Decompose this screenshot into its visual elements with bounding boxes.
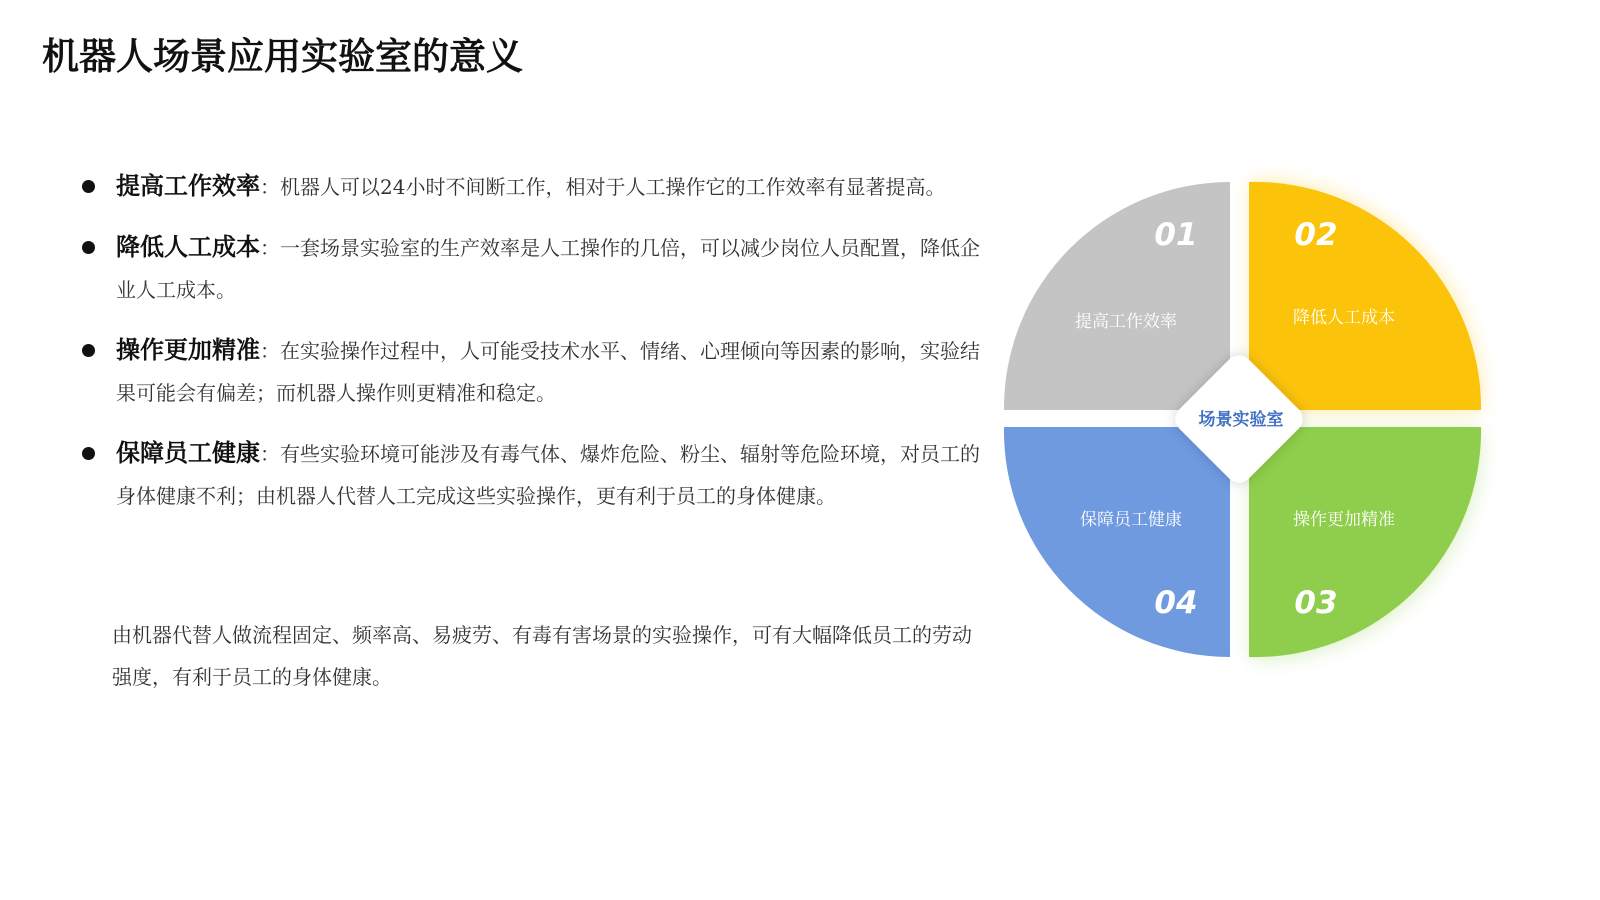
quadrant-01-number: 01	[1154, 217, 1198, 253]
benefit-separator: ：	[260, 175, 280, 199]
benefit-separator: ：	[260, 236, 280, 260]
benefit-separator: ：	[260, 339, 280, 363]
center-label: 场景实验室	[1198, 410, 1284, 430]
quadrant-02-label: 降低人工成本	[1293, 308, 1395, 328]
benefit-item-health	[80, 432, 980, 517]
benefit-separator: ：	[260, 442, 280, 466]
benefit-heading: 操作更加精准	[116, 336, 260, 364]
benefit-item-efficiency	[80, 165, 980, 208]
quadrant-diagram-graphic	[990, 170, 1510, 680]
benefit-heading: 提高工作效率	[116, 172, 260, 200]
benefit-heading: 保障员工健康	[116, 439, 260, 467]
quadrant-04-number: 04	[1154, 585, 1198, 621]
benefit-item-precision	[80, 329, 980, 414]
bullet-dot-icon	[82, 241, 95, 254]
quadrant-04-label: 保障员工健康	[1080, 510, 1182, 530]
page-title: 机器人场景应用实验室的意义	[42, 35, 523, 78]
quadrant-03-shape	[1249, 427, 1481, 657]
bullet-dot-icon	[82, 447, 95, 460]
quadrant-04-shape	[1004, 427, 1230, 657]
benefit-list	[80, 165, 980, 535]
benefit-text: 一套场景实验室的生产效率是人工操作的几倍，可以减少岗位人员配置，降低企业人工成本。	[116, 236, 980, 302]
quadrant-03-label: 操作更加精准	[1293, 510, 1395, 530]
bullet-dot-icon	[82, 180, 95, 193]
benefit-heading: 降低人工成本	[116, 233, 260, 261]
quadrant-01-label: 提高工作效率	[1075, 312, 1177, 332]
quadrant-02-shape	[1249, 182, 1481, 410]
quadrant-02-number: 02	[1294, 217, 1338, 253]
benefit-text: 机器人可以24小时不间断工作，相对于人工操作它的工作效率有显著提高。	[280, 175, 946, 199]
quadrant-03-number: 03	[1294, 585, 1338, 621]
summary-paragraph: 由机器代替人做流程固定、频率高、易疲劳、有毒有害场景的实验操作，可有大幅降低员工的劳动强度，有利于员工的身体健康。	[112, 623, 972, 689]
quadrant-diagram	[990, 170, 1510, 680]
bullet-dot-icon	[82, 344, 95, 357]
benefit-item-cost	[80, 226, 980, 311]
benefit-text: 在实验操作过程中，人可能受技术水平、情绪、心理倾向等因素的影响，实验结果可能会有偏差；而机器人操作则更精准和稳定。	[116, 339, 980, 405]
benefit-text: 有些实验环境可能涉及有毒气体、爆炸危险、粉尘、辐射等危险环境，对员工的身体健康不利；由机器人代替人工完成这些实验操作，更有利于员工的身体健康。	[116, 442, 980, 508]
